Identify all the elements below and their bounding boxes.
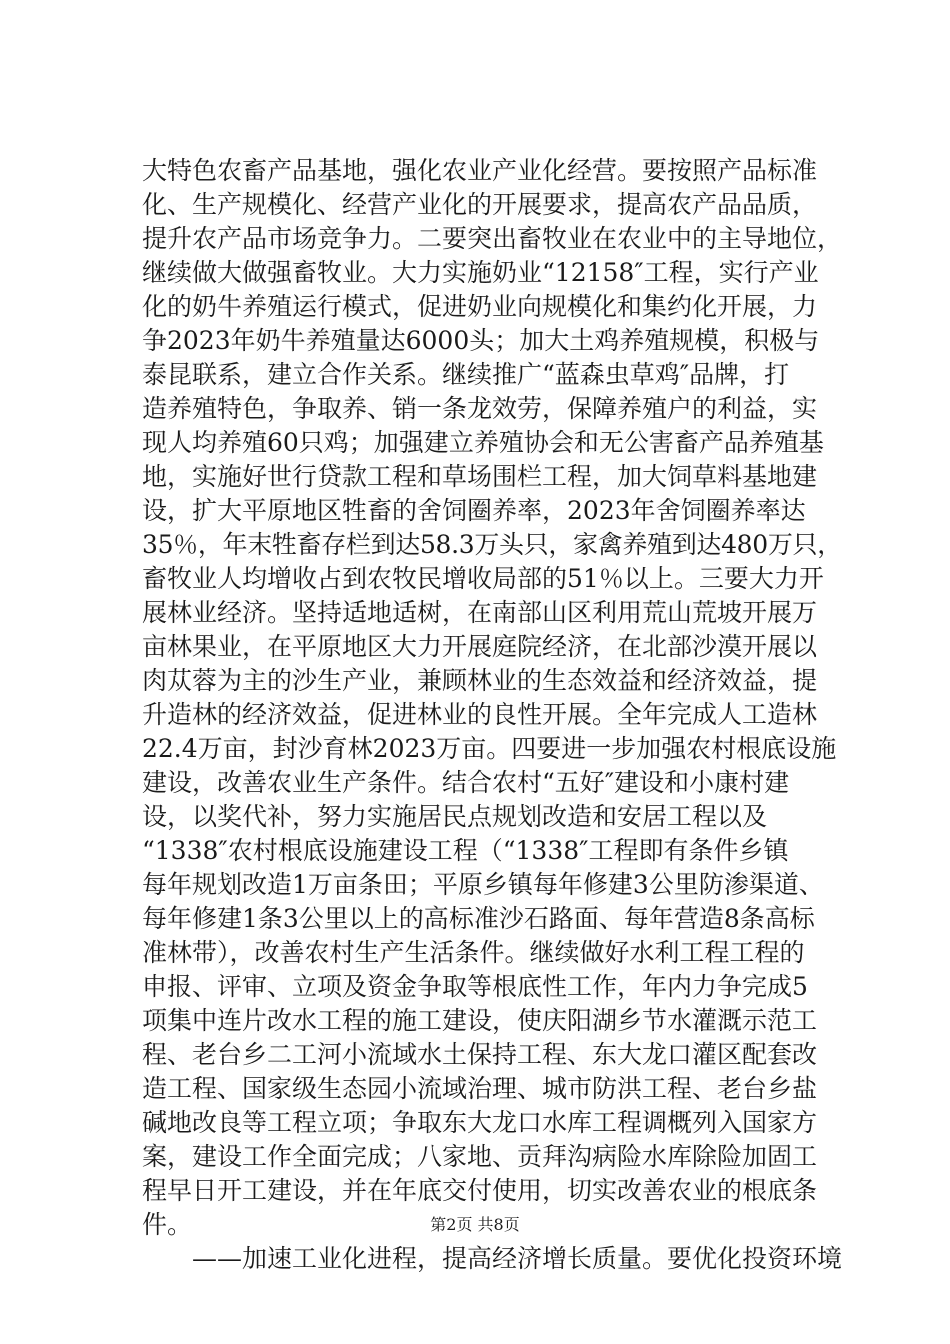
text-line: 继续做大做强畜牧业。大力实施奶业“12158″工程，实行产业 [142,258,819,287]
text-line: 22.4万亩，封沙育林2023万亩。四要进一步加强农村根底设施 [142,734,837,763]
text-line: “1338″农村根底设施建设工程（“1338″工程即有条件乡镇 [142,836,789,865]
body-text [142,154,842,1276]
text-line: 提升农产品市场竞争力。二要突出畜牧业在农业中的主导地位， [142,224,843,253]
text-line: 畜牧业人均增收占到农牧民增收局部的51％以上。三要大力开 [142,564,824,593]
text-line: 设，以奖代补，努力实施居民点规划改造和安居工程以及 [142,802,768,831]
text-line: 项集中连片改水工程的施工建设，使庆阳湖乡节水灌溉示范工 [142,1006,818,1035]
text-line: 每年规划改造1万亩条田；平原乡镇每年修建3公里防渗渠道、 [142,870,824,899]
text-line: 造工程、国家级生态园小流域治理、城市防洪工程、老台乡盐 [142,1074,818,1103]
text-line: 泰昆联系，建立合作关系。继续推广“蓝森虫草鸡″品牌，打 [142,360,790,389]
text-line: 展林业经济。坚持适地适树，在南部山区利用荒山荒坡开展万 [142,598,818,627]
text-line: 造养殖特色，争取养、销一条龙效劳，保障养殖户的利益，实 [142,394,818,423]
text-line: ——加速工业化进程，提高经济增长质量。要优化投资环境 [192,1244,843,1273]
page-footer: 第2页 共8页 [430,1215,520,1234]
text-line: 亩林果业，在平原地区大力开展庭院经济，在北部沙漠开展以 [142,632,818,661]
text-line: 申报、评审、立项及资金争取等根底性工作，年内力争完成5 [142,972,808,1001]
text-line: 程早日开工建设，并在年底交付使用，切实改善农业的根底条 [142,1176,818,1205]
text-line: 化、生产规模化、经营产业化的开展要求，提高农产品品质， [142,190,818,219]
text-line: 地，实施好世行贷款工程和草场围栏工程，加大饲草料基地建 [142,462,818,491]
text-line: 大特色农畜产品基地，强化农业产业化经营。要按照产品标准 [142,156,818,185]
text-line: 化的奶牛养殖运行模式，促进奶业向规模化和集约化开展，力 [142,292,818,321]
text-line: 肉苁蓉为主的沙生产业，兼顾林业的生态效益和经济效益，提 [142,666,818,695]
text-line: 建设，改善农业生产条件。结合农村“五好″建设和小康村建 [142,768,790,797]
text-line: 件。 [142,1210,193,1239]
text-line: 案，建设工作全面完成；八家地、贡拜沟病险水库除险加固工 [142,1142,818,1171]
text-line: 碱地改良等工程立项；争取东大龙口水库工程调概列入国家方 [142,1108,818,1137]
text-line: 设，扩大平原地区牲畜的舍饲圈养率，2023年舍饲圈养率达 [142,496,806,525]
text-line: 准林带），改善农村生产生活条件。继续做好水利工程工程的 [142,938,805,967]
text-line: 35％，年末牲畜存栏到达58.3万头只，家禽养殖到达480万只， [142,530,842,559]
text-line: 程、老台乡二工河小流域水土保持工程、东大龙口灌区配套改 [142,1040,818,1069]
text-line: 升造林的经济效益，促进林业的良性开展。全年完成人工造林 [142,700,818,729]
text-line: 现人均养殖60只鸡；加强建立养殖协会和无公害畜产品养殖基 [142,428,824,457]
text-line: 争2023年奶牛养殖量达6000头；加大土鸡养殖规模，积极与 [142,326,820,355]
text-line: 每年修建1条3公里以上的高标准沙石路面、每年营造8条高标 [142,904,815,933]
